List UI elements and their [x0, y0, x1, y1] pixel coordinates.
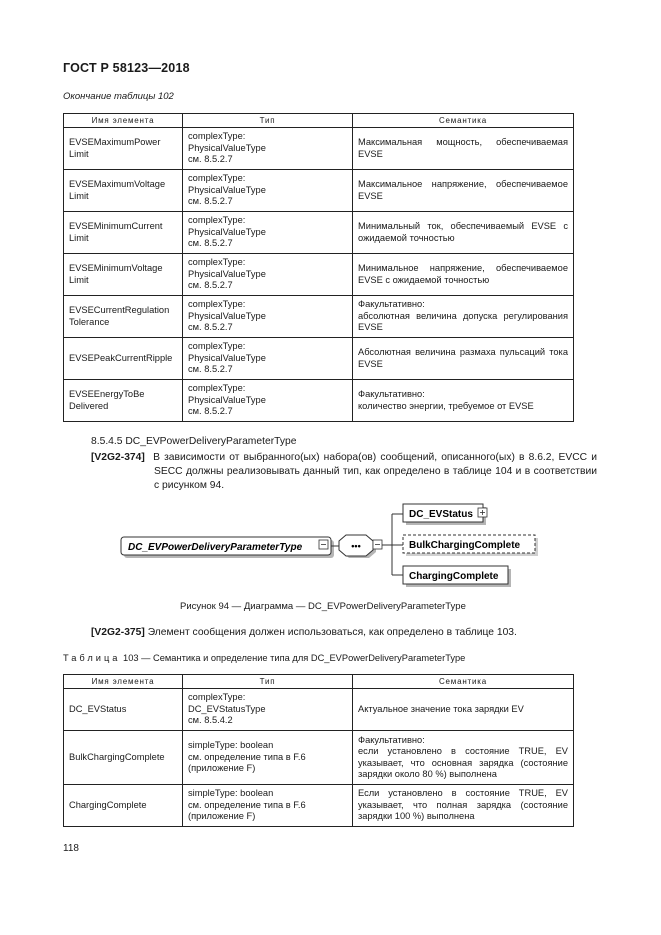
semantics-cell: Факультативно: абсолютная величина допуска регулирования EVSE	[353, 296, 574, 338]
semantics-cell: Минимальное напряжение, обеспечиваемое EVSE с ожидаемой точностью	[353, 254, 574, 296]
type-cell: complexType: PhysicalValueType см. 8.5.2.7	[183, 254, 353, 296]
type-cell: complexType: PhysicalValueType см. 8.5.2.7	[183, 212, 353, 254]
page-number: 118	[63, 843, 79, 854]
diagram-root-label: DC_EVPowerDeliveryParameterType	[128, 542, 303, 553]
semantics-cell: Актуальное значение тока зарядки EV	[353, 689, 574, 731]
table-row	[64, 785, 574, 827]
table-103	[63, 674, 574, 827]
requirement-text: Элемент сообщения должен использоваться, как определено в таблице 103.	[147, 627, 517, 638]
semantics-cell: Факультативно: если установлено в состояние TRUE, EV указывает, что основная зарядка (состояние зарядки около 80 %) выполнена	[353, 731, 574, 785]
element-name-cell: DC_EVStatus	[64, 689, 183, 731]
child-label-charging-complete: ChargingComplete	[409, 571, 499, 582]
column-header: Имя элемента	[64, 675, 183, 689]
table-102	[63, 113, 574, 422]
child-label-dc-evstatus: DC_EVStatus	[409, 509, 473, 520]
element-name-cell: BulkChargingComplete	[64, 731, 183, 785]
table-row	[64, 170, 574, 212]
requirement-text: В зависимости от выбранного(ых) набора(ов) сообщений, описанного(ых) в 8.6.2, EVCC и SECC должны реализовывать данный тип, как определено в таблице 104 и в соответствии с рисунком 94.	[153, 452, 597, 491]
table-row	[64, 254, 574, 296]
figure-caption: Рисунок 94 — Диаграмма — DC_EVPowerDeliveryParameterType	[180, 601, 466, 612]
type-cell: complexType: PhysicalValueType см. 8.5.2.7	[183, 170, 353, 212]
requirement-paragraph	[91, 451, 597, 493]
element-name-cell: EVSEMinimumVoltage Limit	[64, 254, 183, 296]
semantics-cell: Абсолютная величина размаха пульсаций тока EVSE	[353, 338, 574, 380]
table-row	[64, 689, 574, 731]
table-caption-text: 103 — Семантика и определение типа для DC_EVPowerDeliveryParameterType	[123, 653, 466, 663]
section-heading: 8.5.4.5 DC_EVPowerDeliveryParameterType	[91, 436, 297, 447]
table-102-caption: Окончание таблицы 102	[63, 91, 174, 102]
semantics-cell: Факультативно: количество энергии, требуемое от EVSE	[353, 380, 574, 422]
column-header: Семантика	[353, 114, 574, 128]
element-name-cell: EVSEMaximumPower Limit	[64, 128, 183, 170]
table-row	[64, 296, 574, 338]
type-cell: complexType: PhysicalValueType см. 8.5.2.7	[183, 296, 353, 338]
requirement-id: [V2G2-374]	[91, 452, 145, 463]
element-name-cell: EVSECurrentRegulation Tolerance	[64, 296, 183, 338]
type-cell: complexType: PhysicalValueType см. 8.5.2.7	[183, 380, 353, 422]
table-header-row	[64, 675, 574, 689]
column-header: Тип	[183, 114, 353, 128]
standard-header: ГОСТ Р 58123—2018	[63, 61, 190, 75]
element-name-cell: EVSEPeakCurrentRipple	[64, 338, 183, 380]
type-cell: simpleType: boolean см. определение типа в F.6 (приложение F)	[183, 785, 353, 827]
table-label: Таблица	[63, 653, 121, 663]
table-103-caption	[63, 653, 465, 663]
element-name-cell: EVSEMaximumVoltage Limit	[64, 170, 183, 212]
sequence-symbol: •••	[351, 541, 361, 551]
semantics-cell: Если установлено в состояние TRUE, EV указывает, что полная зарядка (состояние зарядки 100 %) выполнена	[353, 785, 574, 827]
table-row	[64, 212, 574, 254]
type-cell: complexType: DC_EVStatusType см. 8.5.4.2	[183, 689, 353, 731]
table-row	[64, 338, 574, 380]
child-label-bulk-charging-complete: BulkChargingComplete	[409, 540, 521, 551]
semantics-cell: Максимальное напряжение, обеспечиваемое EVSE	[353, 170, 574, 212]
element-name-cell: EVSEEnergyToBe Delivered	[64, 380, 183, 422]
semantics-cell: Максимальная мощность, обеспечиваемая EVSE	[353, 128, 574, 170]
element-name-cell: ChargingComplete	[64, 785, 183, 827]
table-row	[64, 380, 574, 422]
requirement-line	[91, 627, 517, 638]
type-cell: complexType: PhysicalValueType см. 8.5.2.7	[183, 128, 353, 170]
requirement-id: [V2G2-375]	[91, 627, 145, 638]
table-row	[64, 128, 574, 170]
type-cell: complexType: PhysicalValueType см. 8.5.2.7	[183, 338, 353, 380]
table-row	[64, 731, 574, 785]
type-cell: simpleType: boolean см. определение типа в F.6 (приложение F)	[183, 731, 353, 785]
column-header: Тип	[183, 675, 353, 689]
semantics-cell: Минимальный ток, обеспечиваемый EVSE с ожидаемой точностью	[353, 212, 574, 254]
element-name-cell: EVSEMinimumCurrent Limit	[64, 212, 183, 254]
schema-diagram	[0, 495, 661, 595]
column-header: Семантика	[353, 675, 574, 689]
table-header-row	[64, 114, 574, 128]
column-header: Имя элемента	[64, 114, 183, 128]
